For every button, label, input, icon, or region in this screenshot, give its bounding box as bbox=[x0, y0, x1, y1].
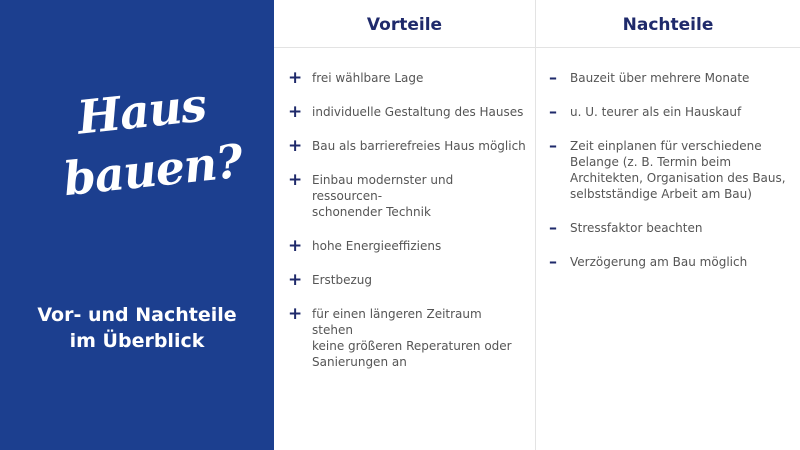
title-line-2: bauen? bbox=[60, 133, 245, 207]
plus-icon: + bbox=[288, 236, 303, 256]
column-divider bbox=[535, 0, 536, 450]
subtitle-line-1: Vor- und Nachteile bbox=[37, 304, 237, 326]
item-text-line: Architekten, Organisation des Baus, bbox=[570, 171, 786, 185]
item-text-line: für einen längeren Zeitraum stehen bbox=[312, 307, 482, 337]
item-text-line: Sanierungen an bbox=[312, 355, 407, 369]
plus-icon: + bbox=[288, 136, 303, 156]
plus-icon: + bbox=[288, 304, 303, 324]
item-text-line: selbstständige Arbeit am Bau) bbox=[570, 187, 752, 201]
plus-icon: + bbox=[288, 270, 303, 290]
cons-item bbox=[544, 254, 794, 270]
script-title bbox=[0, 77, 274, 216]
cons-item bbox=[544, 220, 794, 236]
pros-item bbox=[286, 138, 526, 154]
item-text-line: Erstbezug bbox=[312, 273, 372, 287]
cons-list bbox=[544, 70, 794, 270]
left-panel bbox=[0, 0, 274, 450]
item-text-line: Zeit einplanen für verschiedene bbox=[570, 139, 762, 153]
cons-item bbox=[544, 104, 794, 120]
item-text-line: Einbau modernster und ressourcen- bbox=[312, 173, 454, 203]
item-text-line: hohe Energieeffiziens bbox=[312, 239, 442, 253]
item-text-line: u. U. teurer als ein Hauskauf bbox=[570, 105, 742, 119]
cons-item bbox=[544, 138, 794, 202]
cons-item bbox=[544, 70, 794, 86]
comparison-table bbox=[274, 0, 800, 450]
minus-icon: – bbox=[549, 136, 557, 155]
pros-item bbox=[286, 70, 526, 86]
pros-item bbox=[286, 104, 526, 120]
item-text-line: Stressfaktor beachten bbox=[570, 221, 703, 235]
cons-header: Nachteile bbox=[622, 15, 714, 35]
minus-icon: – bbox=[549, 218, 557, 237]
pros-item bbox=[286, 238, 526, 254]
item-text-line: individuelle Gestaltung des Hauses bbox=[312, 105, 524, 119]
item-text-line: frei wählbare Lage bbox=[312, 71, 424, 85]
minus-icon: – bbox=[549, 68, 557, 87]
item-text-line: keine größeren Reperaturen oder bbox=[312, 339, 512, 353]
subtitle-line-2: im Überblick bbox=[69, 330, 205, 352]
item-text-line: Bauzeit über mehrere Monate bbox=[570, 71, 750, 85]
item-text-line: Belange (z. B. Termin beim bbox=[570, 155, 732, 169]
minus-icon: – bbox=[549, 102, 557, 121]
pros-header: Vorteile bbox=[366, 15, 443, 35]
plus-icon: + bbox=[288, 102, 303, 122]
plus-icon: + bbox=[288, 68, 303, 88]
subtitle bbox=[0, 302, 274, 354]
item-text-line: Verzögerung am Bau möglich bbox=[570, 255, 748, 269]
item-text-line: Bau als barrierefreies Haus möglich bbox=[312, 139, 526, 153]
pros-list bbox=[286, 70, 526, 370]
plus-icon: + bbox=[288, 170, 303, 190]
item-text-line: schonender Technik bbox=[312, 205, 431, 219]
pros-item bbox=[286, 172, 526, 220]
pros-item bbox=[286, 272, 526, 288]
minus-icon: – bbox=[549, 252, 557, 271]
pros-item bbox=[286, 306, 526, 370]
title-line-1: Haus bbox=[74, 77, 209, 145]
